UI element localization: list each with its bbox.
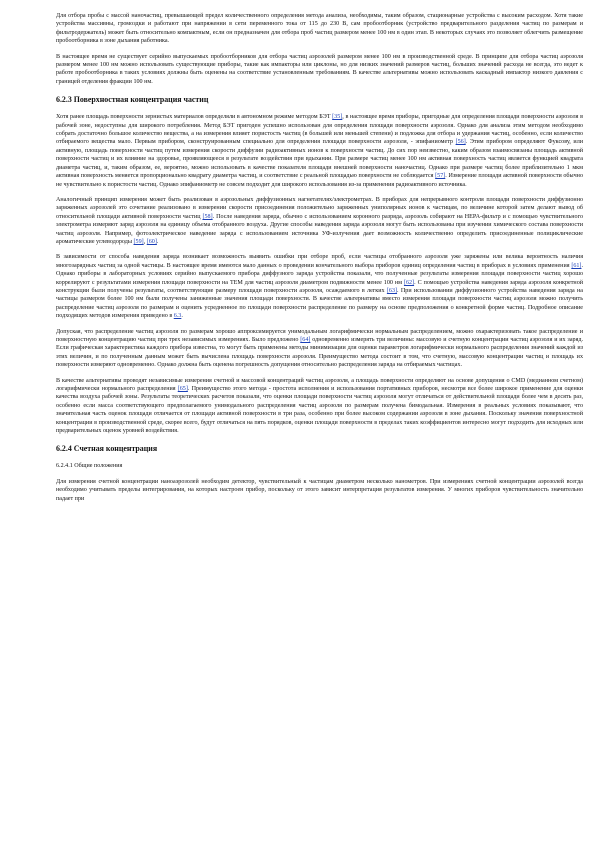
text-fragment: В качестве альтернативы проводят независимые измерения счетной и массовой концентраций частиц аэрозоля, а площадь поверхности определяют на основе допущения о CMD (медианном счетном) логарифмически нормального распределения: [56, 377, 583, 393]
text-fragment: одновременно измерять три величины: массовую и счетную концентрации частиц аэрозоля и их заряд. Если графическая характеристика каждого прибора известна, то могут быть применены методы минимизации для оценки параметров логарифмически нормального распределения значений каждой из этих величин, и по полученным данным может быть вычислена площадь поверхности аэрозоля. Преимущество метода состоит в том, что счетную, массовую концентрации частиц и площадь их поверхности измеряют одновременно. Однако должна быть оценена погрешность допущения относительно распределения заряда на отбираемых частицах.: [56, 337, 583, 369]
reference-link[interactable]: [62]: [403, 279, 415, 286]
reference-link[interactable]: [59]: [133, 238, 144, 245]
text-fragment: В зависимости от способа наведения заряда возникает возможность выявить ошибки при отборе проб, если частицы отобранного аэрозоля уже заряжены или велика вероятность наличия многозарядных частиц за одной частицы. В настоящее время имеются мало данных о проведении кончательного выбора приборов единиц определения частиц в приборах в условиях применения: [56, 254, 583, 269]
text-fragment: , в настоящее время приборы, пригодные для определения площади поверхности аэрозоля в рабочей зоне, недоступны для широкого потребления. Метод БЭТ пригоден успешно использован для определения площади поверхности аэрозоля. Однако для анализа этим методом необходимо собрать достаточно большое количество вещества, а на измерения влияет пористость частиц (в большей или меньшей степени) и подложка для отбора и удержания частиц, особенно, если количество отбираемого вещества мало. Первым прибором, сконструированным специально для определения площади поверхности аэрозоля, - эпифаниометр: [56, 114, 584, 146]
text-fragment: . Этим прибором определяют Фуксову, или активную, площадь поверхности частиц путем измерения скорости диффузии радиоактивных ионов к поверхности частиц. До сих пор неизвестно, каким образом взаимосвязаны площадь активной поверхности частиц и их влияние на здоровье, проявляющееся в результате воздействия при вдыхании. При размере частиц менее 100 нм активная поверхность частиц является функцией квадрата диаметра частиц, и, таким образом, ее, вероятно, можно использовать в качестве показателя площади внешней поверхности наночастиц. Однако при размере частиц более приблизительно 1 мкм активная поверхность меняется пропорционально квадрату диаметра частиц, и соответствие с реальной площадью поверхности не соблюдается: [56, 139, 583, 180]
paragraph-sampler-mass: Для отбора пробы с массой наночастиц, превышающей предел количественного определения метода анализа, необходимы, таким образом, стационарные устройства с высоким расходом. Хотя такие устройства массивны, громоздки и работают при напряжении в сети переменного тока от 115 до 230 В, сам пробоотборник (устройство предварительного разделения частиц по размерам и фильтродержатель) может быть относительно компактным, если он предназначен для отбора проб частиц размером менее 100 нм в один этап. В некоторых случаях это позволяет облегчить размещение пробоотборника в зоне дыхания работника.: [56, 13, 583, 45]
text-fragment: Аналогичный принцип измерения может быть реализован в аэрозольных диффузионных нагнетателях/электрометрах. В приборах для непрерывного контроля площади поверхности диффузионно заряженных аэрозолей это сочетание реализовано в измерении скорости присоединения положительно заряженных униполярных ионов к частицам, по величине которой затем делают вывод об относительной площади активной поверхности частиц: [56, 196, 583, 220]
text-fragment: .: [181, 313, 183, 320]
paragraph-independent-measurements: [56, 377, 583, 436]
text-fragment: Допуская, что распределение частиц аэрозоля по размерам хорошо аппроксимируется унимодальным логарифмически нормальным распределением, можно охарактеризовать такое распределение и поверхностную концентрацию частиц при трех независимых измерениях. Было предложено: [56, 328, 583, 343]
section-reference-link[interactable]: 6.3: [173, 313, 182, 320]
reference-link[interactable]: [60]: [146, 238, 157, 245]
text-fragment: . С помощью устройства наведения заряда аэрозоля конкретной конструкции были получены результаты, соответствующие размеру площади поверхности аэрозоля, осаждаемого в легких: [56, 279, 583, 294]
reference-link[interactable]: [64]: [300, 337, 311, 343]
text-fragment: . Преимущество этого метода - простота исполнения и использования портативных приборов, несмотря все более широкое применение для оценки качества воздуха рабочей зоны. Результаты теоретических расчетов показали, что оценки площади поверхности частиц аэрозоля могут отличаться от действительной площади более чем в десять раз, особенно если масса соответствующего предполагаемого унимодального распределения частиц аэрозоля по размерам получена бимодальная. Измерения в реальных условиях показывают, что значительная часть оценок площади отличается от площади активной поверхности в три раза, особенно при более высоком содержании аэрозоля в зоне дыхания. Поскольку значения поверхностной концентрации в производственной среде, скорее всего, будут отличаться на пять порядков, оценки площади поверхности в пределах таких коэффициентов интересно могут подходить для исходных или предварительных оценок уровней воздействия.: [56, 386, 583, 435]
subsection-heading-general: 6.2.4.1 Общие положения: [56, 463, 123, 470]
text-fragment: . После наведения заряда, обычно с использованием коронного разряда, аэрозоль собирают на HEPA-фильтр и с помощью чувствительного электрометра измеряют заряд аэрозоля на единицу объема отобранного воздуха. Другие способы наведения заряда аэрозоля могут быть использованы при изучении химического состава поверхности частиц аэрозоля. Например, фотоэлектрическое наведение заряда с использованием источника УФ-излучения дает возможность количественно определить присоединенные полициклические ароматические углеводороды: [56, 213, 583, 245]
paragraph-diffusion-charger: [56, 196, 583, 246]
text-fragment: . Однако приборы в лабораторных условиях серийно выпускаемого прибора диффузного заряда устройства показали, что полученные результаты измерения площади поверхности частиц хорошо коррелируют с результатами измерения площади поверхности на ТЕМ для частиц аэрозоля диаметром подвижности менее 100 нм: [56, 262, 583, 286]
paragraph-number-concentration-detector: Для измерения счетной концентрации наноаэрозолей необходим детектор, чувствительный к частицам диаметром несколько нанометров. При измерениях счетной концентрации аэрозолей всегда необходимо учитывать пределы интегрирования, на которых настроен прибор, поскольку от этого зависит интерпретация результатов измерения. У многих приборов чувствительность значительно падает при: [56, 478, 583, 502]
paragraph-lognormal-distribution: [56, 328, 583, 370]
section-heading-number-concentration: 6.2.4 Счетная концентрация: [56, 444, 158, 454]
text-fragment: .: [156, 238, 159, 245]
reference-link[interactable]: [65]: [177, 386, 188, 393]
reference-link[interactable]: [35]: [332, 114, 343, 121]
reference-link[interactable]: [56]: [455, 139, 466, 146]
text-fragment: Хотя ранее площадь поверхности зернистых материалов определяли в автономном режиме методом БЭТ: [56, 114, 333, 121]
reference-link[interactable]: [61]: [571, 262, 582, 269]
paragraph-bet-method: [56, 113, 583, 189]
reference-link[interactable]: [63]: [386, 287, 398, 294]
reference-link[interactable]: [57]: [435, 173, 446, 180]
reference-link[interactable]: [58]: [202, 213, 213, 220]
paragraph-no-commercial-samplers: В настоящее время не существует серийно выпускаемых пробоотборников для отбора частиц аэрозолей размером менее 100 нм в производственной среде. В принципе для отбора частиц аэрозоля размером менее 100 нм можно использовать существующие приборы, такие как импакторы или циклоны, но для низких значений размеров частиц, больших значений расхода не всегда, это ведет к работе пробоотборника в таких условиях должны быть оценены на соответствие установленным требованиям. В качестве альтернативы можно использовать каскадный импактор низкого давления с границей отделения фракции 100 нм.: [56, 53, 583, 85]
paragraph-charging-errors: [56, 253, 583, 320]
text-fragment: . При использовании диффузионного устройства наведения заряда на частицы размером более 100 нм были получены заниженные значения площади поверхности. В качестве альтернативы вместо измерения площади поверхности частиц аэрозоля можно получить распределение частиц аэрозоля по размерам и оценить усредненное по площади поверхности распределение по размеру на основе предположения о конкретной форме частиц. Подробное описание подходящих методов измерения приведено в: [56, 287, 584, 320]
text-fragment: . Измерение площади активной поверхности обычно не чувствительно к пористости частиц. Однако эпифаниометр не совсем подходит для широкого использования из-за применения радиоактивного источника.: [56, 173, 583, 188]
section-heading-surface-area: 6.2.3 Поверхностная концентрация частиц: [56, 95, 209, 105]
text-fragment: ,: [143, 238, 147, 245]
